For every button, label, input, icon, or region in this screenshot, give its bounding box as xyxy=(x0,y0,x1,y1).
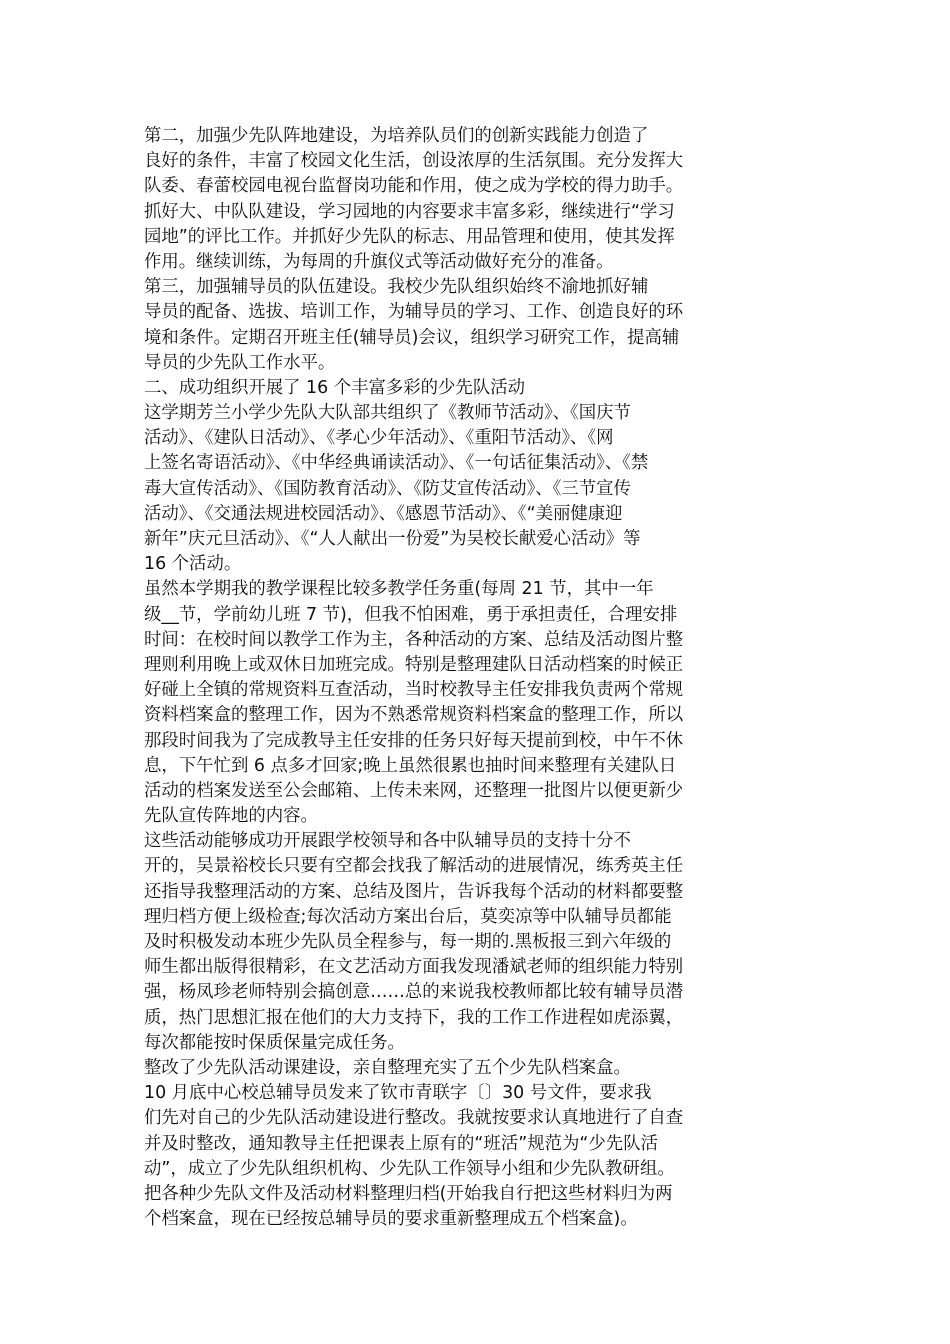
text-line: 理归档方便上级检查;每次活动方案出台后，莫奕凉等中队辅导员都能 xyxy=(144,906,672,927)
text-line: 强，杨凤珍老师特别会搞创意……总的来说我校教师都比较有辅导员潜 xyxy=(144,982,684,1003)
text-line: 把各种少先队文件及活动材料整理归档(开始我自行把这些材料归为两 xyxy=(144,1183,673,1204)
document-body xyxy=(144,124,764,1232)
text-line: 动”，成立了少先队组织机构、少先队工作领导小组和少先队教研组。 xyxy=(144,1158,675,1179)
text-line: 质，热门思想汇报在他们的大力支持下，我的工作工作进程如虎添翼， xyxy=(144,1007,684,1028)
text-line: 导员的少先队工作水平。 xyxy=(144,352,336,373)
text-line: 们先对自己的少先队活动建设进行整改。我就按要求认真地进行了自查 xyxy=(144,1108,684,1129)
text-line: 虽然本学期我的教学课程比较多教学任务重(每周 21 节，其中一年 xyxy=(144,579,654,600)
text-line: 作用。继续训练，为每周的升旗仪式等活动做好充分的准备。 xyxy=(144,251,614,272)
text-line: 开的，吴景裕校长只要有空都会找我了解活动的进展情况，练秀英主任 xyxy=(144,856,684,877)
text-line: 那段时间我为了完成教导主任安排的任务只好每天提前到校，中午不休 xyxy=(144,730,684,751)
text-line: 还指导我整理活动的方案、总结及图片，告诉我每个活动的材料都要整 xyxy=(144,881,684,902)
text-line: 毒大宣传活动》、《国防教育活动》、《防艾宣传活动》、《三节宣传 xyxy=(144,478,631,499)
text-line: 先队宣传阵地的内容。 xyxy=(144,806,318,827)
text-line: 理则利用晚上或双休日加班完成。特别是整理建队日活动档案的时候正 xyxy=(144,654,684,675)
text-line: 新年”庆元旦活动》、《“人人献出一份爱”为吴校长献爱心活动》等 xyxy=(144,529,641,549)
text-line: 活动》、《交通法规进校园活动》、《感恩节活动》、《“美丽健康迎 xyxy=(144,503,623,524)
text-line: 16 个活动。 xyxy=(144,554,242,575)
text-line: 息，下午忙到 6 点多才回家;晚上虽然很累也抽时间来整理有关建队日 xyxy=(144,755,677,776)
text-line: 上签名寄语活动》、《中华经典诵读活动》、《一句话征集活动》、《禁 xyxy=(144,453,649,474)
text-line: 10 月底中心校总辅导员发来了钦市青联字〔〕30 号文件，要求我 xyxy=(144,1083,652,1104)
text-line: 第三，加强辅导员的队伍建设。我校少先队组织始终不渝地抓好辅 xyxy=(144,277,649,298)
text-line: 整改了少先队活动课建设，亲自整理充实了五个少先队档案盒。 xyxy=(144,1057,631,1078)
text-line: 良好的条件，丰富了校园文化生活，创设浓厚的生活氛围。充分发挥大 xyxy=(144,151,684,172)
text-line: 活动》、《建队日活动》、《孝心少年活动》、《重阳节活动》、《网 xyxy=(144,428,614,449)
text-line: 队委、春蕾校园电视台监督岗功能和作用，使之成为学校的得力助手。 xyxy=(144,176,684,197)
text-line: 个档案盒，现在已经按总辅导员的要求重新整理成五个档案盒)。 xyxy=(144,1209,638,1230)
text-line: 资料档案盒的整理工作，因为不熟悉常规资料档案盒的整理工作，所以 xyxy=(144,705,684,726)
text-line: 时间：在校时间以教学工作为主，各种活动的方案、总结及活动图片整 xyxy=(144,629,684,650)
text-line: 师生都出版得很精彩，在文艺活动方面我发现潘斌老师的组织能力特别 xyxy=(144,957,684,978)
text-line: 这学期芳兰小学少先队大队部共组织了《教师节活动》、《国庆节 xyxy=(144,403,631,424)
text-line: 导员的配备、选拔、培训工作，为辅导员的学习、工作、创造良好的环 xyxy=(144,302,684,323)
text-line: 级__节，学前幼儿班 7 节)，但我不怕困难，勇于承担责任，合理安排 xyxy=(144,604,678,625)
text-line: 这些活动能够成功开展跟学校领导和各中队辅导员的支持十分不 xyxy=(144,831,631,852)
text-line: 境和条件。定期召开班主任(辅导员)会议，组织学习研究工作，提高辅 xyxy=(144,327,680,348)
text-line: 第二，加强少先队阵地建设，为培养队员们的创新实践能力创造了 xyxy=(144,126,649,146)
text-line: 二、成功组织开展了 16 个丰富多彩的少先队活动 xyxy=(144,377,525,398)
text-line: 活动的档案发送至公会邮箱、上传未来网，还整理一批图片以便更新少 xyxy=(144,780,684,801)
text-line: 每次都能按时保质保量完成任务。 xyxy=(144,1032,405,1053)
text-line: 及时积极发动本班少先队员全程参与，每一期的.黑板报三到六年级的 xyxy=(144,932,672,952)
text-line: 并及时整改，通知教导主任把课表上原有的“班活”规范为“少先队活 xyxy=(144,1133,658,1154)
text-line: 抓好大、中队队建设，学习园地的内容要求丰富多彩，继续进行“学习 xyxy=(144,201,675,222)
text-line: 园地”的评比工作。并抓好少先队的标志、用品管理和使用，使其发挥 xyxy=(144,226,675,247)
text-line: 好碰上全镇的常规资料互查活动，当时校教导主任安排我负责两个常规 xyxy=(144,680,684,701)
